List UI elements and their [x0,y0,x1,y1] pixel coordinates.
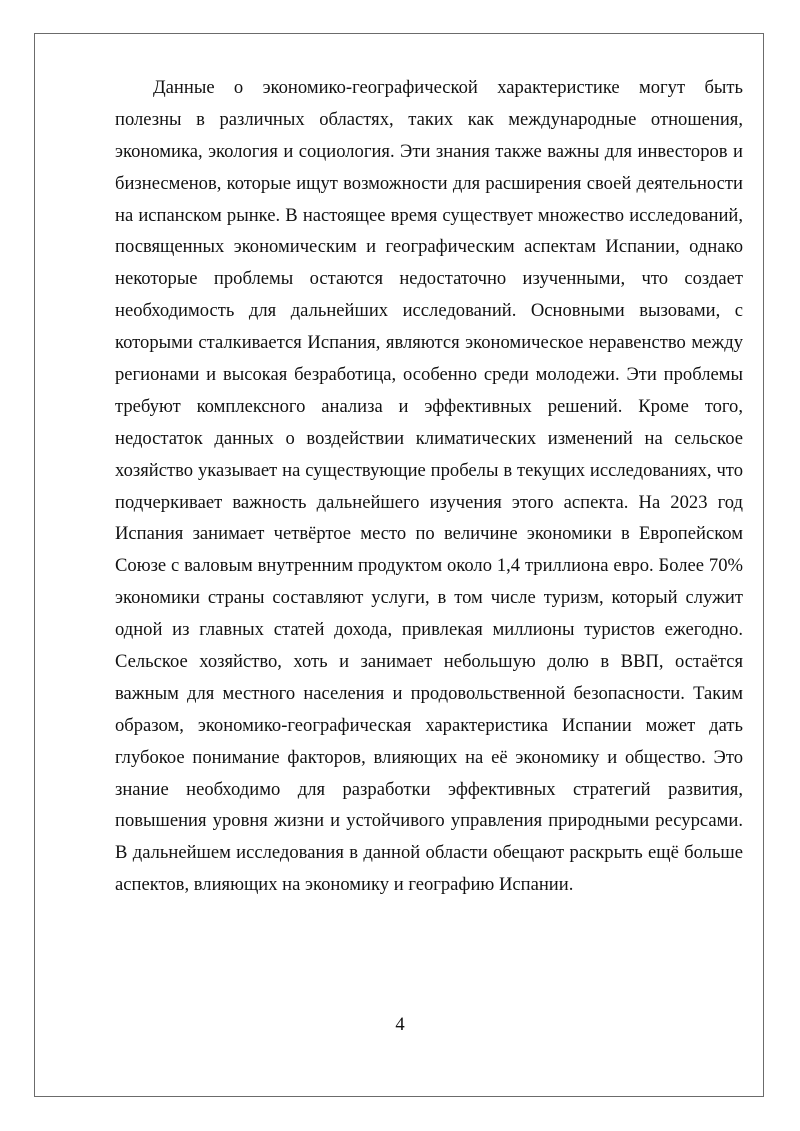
paragraph-line: знание необходимо для разработки эффективных стратегий развития, [115,778,743,800]
paragraph-line: глубокое понимание факторов, влияющих на её экономику и общество. Это [115,746,743,768]
paragraph-line: Испания занимает четвёртое место по величине экономики в Европейском [115,523,743,545]
paragraph-line: недостаток данных о воздействии климатических изменений на сельское [115,427,743,449]
paragraph-line: некоторые проблемы остаются недостаточно изученными, что создает [115,268,743,290]
body-paragraph [115,72,743,901]
paragraph-line: В дальнейшем исследования в данной области обещают раскрыть ещё больше [115,842,743,864]
paragraph-line: Сельское хозяйство, хоть и занимает небольшую долю в ВВП, остаётся [115,651,743,673]
paragraph-line: аспектов, влияющих на экономику и географию Испании. [115,874,574,896]
paragraph-line: образом, экономико-географическая характеристика Испании может дать [115,714,743,736]
paragraph-line: Данные о экономико-географической характеристике могут быть [153,77,743,98]
paragraph-line: регионами и высокая безработица, особенно среди молодежи. Эти проблемы [115,364,743,386]
paragraph-line: которыми сталкивается Испания, являются экономическое неравенство между [115,332,743,354]
paragraph-line: требуют комплексного анализа и эффективных решений. Кроме того, [115,395,743,417]
paragraph-line: хозяйство указывает на существующие пробелы в текущих исследованиях, что [115,459,743,481]
paragraph-line: необходимость для дальнейших исследований. Основными вызовами, с [115,300,743,322]
paragraph-line: одной из главных статей дохода, привлекая миллионы туристов ежегодно. [115,619,743,641]
paragraph-line: на испанском рынке. В настоящее время существует множество исследований, [115,204,743,226]
paragraph-line: экономика, экология и социология. Эти знания также важны для инвесторов и [115,140,743,162]
paragraph-line: подчеркивает важность дальнейшего изучения этого аспекта. На 2023 год [115,491,743,513]
paragraph-line: полезны в различных областях, таких как международные отношения, [115,108,743,130]
paragraph-line: повышения уровня жизни и устойчивого управления природными ресурсами. [115,810,743,832]
paragraph-line: бизнесменов, которые ищут возможности для расширения своей деятельности [115,172,743,194]
paragraph-line: Союзе с валовым внутренним продуктом около 1,4 триллиона евро. Более 70% [115,555,743,577]
paragraph-line: важным для местного населения и продовольственной безопасности. Таким [115,682,743,704]
page-number: 4 [395,1014,405,1035]
paragraph-line: посвященных экономическим и географическим аспектам Испании, однако [115,236,743,258]
paragraph-line: экономики страны составляют услуги, в том числе туризм, который служит [115,587,743,609]
